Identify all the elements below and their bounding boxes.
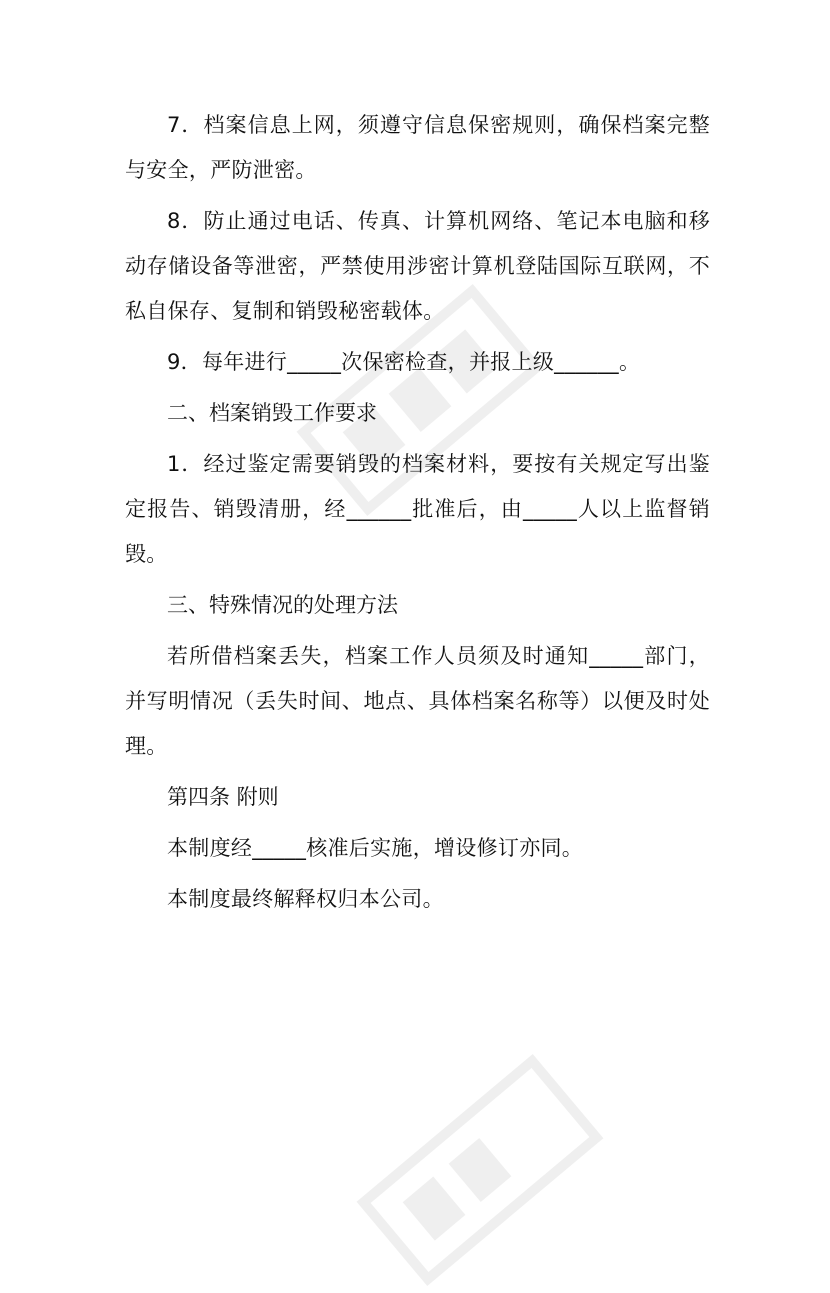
clause-9: 9．每年进行_____次保密检查，并报上级______。 [167, 350, 641, 374]
article-four-heading: 第四条 附则 [167, 785, 279, 809]
section-heading-special-cases: 三、特殊情况的处理方法 [167, 593, 398, 617]
interpretation-paragraph: 本制度最终解释权归本公司。 [167, 887, 444, 911]
destruction-clause-1: 1．经过鉴定需要销毁的档案材料，要按有关规定写出鉴定报告、销毁清册，经______批准后，由_____人以上监督销毁。 [125, 452, 710, 566]
watermark-graphic [350, 1047, 611, 1293]
clause-7: 7．档案信息上网，须遵守信息保密规则，确保档案完整与安全，严防泄密。 [125, 113, 710, 182]
section-heading-destruction: 二、档案销毁工作要求 [167, 401, 377, 425]
clause-8: 8．防止通过电话、传真、计算机网络、笔记本电脑和移动存储设备等泄密，严禁使用涉密计算机登陆国际互联网，不私自保存、复制和销毁秘密载体。 [125, 209, 710, 323]
document-body [125, 103, 710, 928]
special-case-paragraph: 若所借档案丢失，档案工作人员须及时通知_____部门，并写明情况（丢失时间、地点、具体档案名称等）以便及时处理。 [125, 644, 710, 758]
approval-paragraph: 本制度经_____核准后实施，增设修订亦同。 [167, 836, 584, 860]
